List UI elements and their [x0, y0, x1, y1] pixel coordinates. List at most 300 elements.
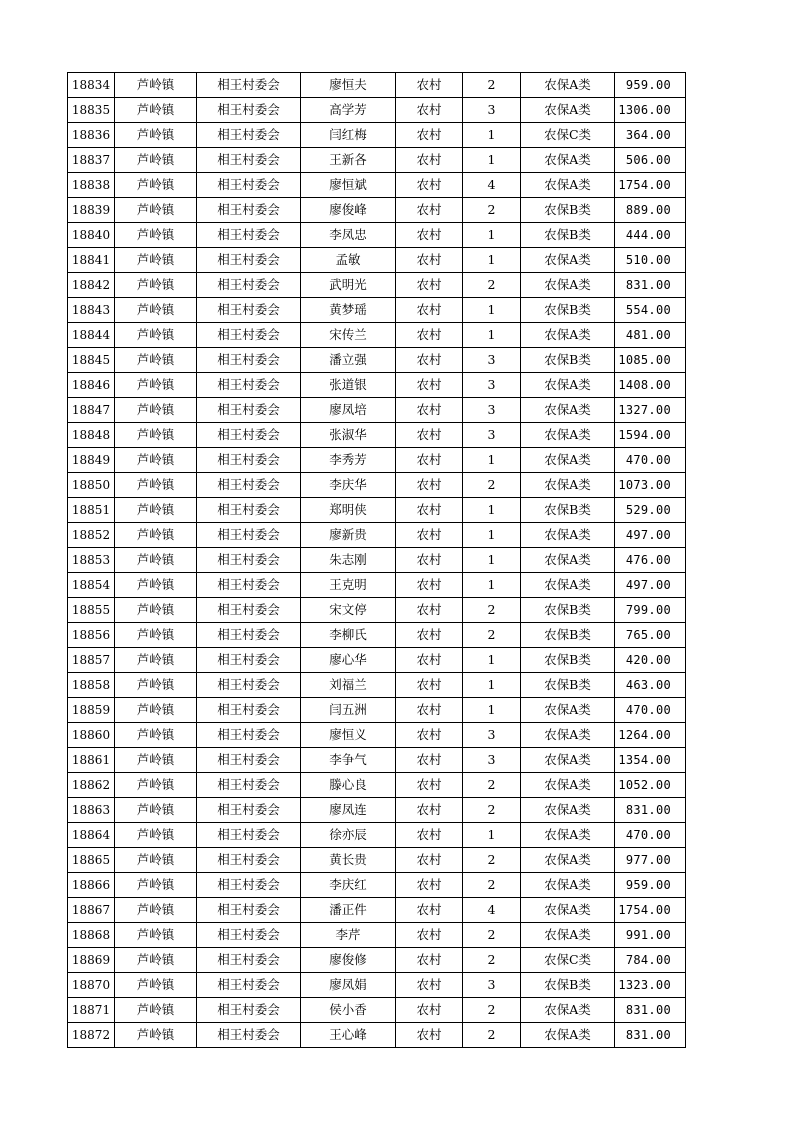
record-id-cell: 18848 — [68, 423, 115, 448]
member-count-cell: 1 — [463, 548, 521, 573]
table-row — [68, 748, 686, 773]
insurance-category-cell: 农保B类 — [521, 348, 615, 373]
insurance-category-cell: 农保A类 — [521, 173, 615, 198]
member-count-cell: 4 — [463, 173, 521, 198]
person-name-cell: 李秀芳 — [301, 448, 396, 473]
amount-cell: 977.00 — [615, 848, 686, 873]
person-name-cell: 潘立强 — [301, 348, 396, 373]
household-type-cell: 农村 — [396, 398, 463, 423]
village-committee-cell: 相王村委会 — [197, 473, 301, 498]
person-name-cell: 闫五洲 — [301, 698, 396, 723]
amount-cell: 444.00 — [615, 223, 686, 248]
table-row — [68, 523, 686, 548]
person-name-cell: 王新各 — [301, 148, 396, 173]
amount-cell: 1754.00 — [615, 898, 686, 923]
record-id-cell: 18864 — [68, 823, 115, 848]
person-name-cell: 李庆华 — [301, 473, 396, 498]
member-count-cell: 2 — [463, 598, 521, 623]
amount-cell: 476.00 — [615, 548, 686, 573]
insurance-category-cell: 农保A类 — [521, 723, 615, 748]
town-cell: 芦岭镇 — [115, 748, 197, 773]
insurance-category-cell: 农保B类 — [521, 598, 615, 623]
insurance-category-cell: 农保A类 — [521, 523, 615, 548]
household-type-cell: 农村 — [396, 873, 463, 898]
amount-cell: 831.00 — [615, 998, 686, 1023]
record-id-cell: 18851 — [68, 498, 115, 523]
member-count-cell: 2 — [463, 473, 521, 498]
village-committee-cell: 相王村委会 — [197, 173, 301, 198]
village-committee-cell: 相王村委会 — [197, 198, 301, 223]
record-id-cell: 18862 — [68, 773, 115, 798]
household-type-cell: 农村 — [396, 648, 463, 673]
table-row — [68, 423, 686, 448]
person-name-cell: 廖心华 — [301, 648, 396, 673]
record-id-cell: 18839 — [68, 198, 115, 223]
records-table — [67, 72, 686, 1048]
insurance-category-cell: 农保B类 — [521, 298, 615, 323]
amount-cell: 784.00 — [615, 948, 686, 973]
person-name-cell: 黄梦瑶 — [301, 298, 396, 323]
household-type-cell: 农村 — [396, 273, 463, 298]
record-id-cell: 18847 — [68, 398, 115, 423]
household-type-cell: 农村 — [396, 973, 463, 998]
village-committee-cell: 相王村委会 — [197, 773, 301, 798]
town-cell: 芦岭镇 — [115, 148, 197, 173]
member-count-cell: 2 — [463, 773, 521, 798]
household-type-cell: 农村 — [396, 298, 463, 323]
member-count-cell: 1 — [463, 148, 521, 173]
table-row — [68, 298, 686, 323]
record-id-cell: 18837 — [68, 148, 115, 173]
village-committee-cell: 相王村委会 — [197, 973, 301, 998]
member-count-cell: 2 — [463, 948, 521, 973]
amount-cell: 991.00 — [615, 923, 686, 948]
member-count-cell: 1 — [463, 498, 521, 523]
household-type-cell: 农村 — [396, 423, 463, 448]
insurance-category-cell: 农保A类 — [521, 548, 615, 573]
member-count-cell: 4 — [463, 898, 521, 923]
table-row — [68, 348, 686, 373]
town-cell: 芦岭镇 — [115, 423, 197, 448]
person-name-cell: 刘福兰 — [301, 673, 396, 698]
household-type-cell: 农村 — [396, 98, 463, 123]
insurance-category-cell: 农保B类 — [521, 973, 615, 998]
insurance-category-cell: 农保A类 — [521, 373, 615, 398]
insurance-category-cell: 农保A类 — [521, 148, 615, 173]
amount-cell: 510.00 — [615, 248, 686, 273]
household-type-cell: 农村 — [396, 923, 463, 948]
town-cell: 芦岭镇 — [115, 173, 197, 198]
village-committee-cell: 相王村委会 — [197, 273, 301, 298]
member-count-cell: 1 — [463, 123, 521, 148]
insurance-category-cell: 农保A类 — [521, 898, 615, 923]
town-cell: 芦岭镇 — [115, 523, 197, 548]
person-name-cell: 孟敏 — [301, 248, 396, 273]
person-name-cell: 黄长贵 — [301, 848, 396, 873]
amount-cell: 831.00 — [615, 1023, 686, 1048]
member-count-cell: 1 — [463, 323, 521, 348]
insurance-category-cell: 农保A类 — [521, 323, 615, 348]
table-row — [68, 823, 686, 848]
insurance-category-cell: 农保A类 — [521, 1023, 615, 1048]
village-committee-cell: 相王村委会 — [197, 748, 301, 773]
village-committee-cell: 相王村委会 — [197, 623, 301, 648]
table-row — [68, 473, 686, 498]
insurance-category-cell: 农保C类 — [521, 123, 615, 148]
member-count-cell: 2 — [463, 1023, 521, 1048]
record-id-cell: 18871 — [68, 998, 115, 1023]
amount-cell: 529.00 — [615, 498, 686, 523]
person-name-cell: 朱志刚 — [301, 548, 396, 573]
insurance-category-cell: 农保A类 — [521, 798, 615, 823]
person-name-cell: 侯小香 — [301, 998, 396, 1023]
table-row — [68, 648, 686, 673]
town-cell: 芦岭镇 — [115, 773, 197, 798]
amount-cell: 1408.00 — [615, 373, 686, 398]
insurance-category-cell: 农保A类 — [521, 573, 615, 598]
record-id-cell: 18870 — [68, 973, 115, 998]
insurance-category-cell: 农保A类 — [521, 873, 615, 898]
town-cell: 芦岭镇 — [115, 348, 197, 373]
amount-cell: 1306.00 — [615, 98, 686, 123]
table-row — [68, 448, 686, 473]
amount-cell: 799.00 — [615, 598, 686, 623]
town-cell: 芦岭镇 — [115, 398, 197, 423]
town-cell: 芦岭镇 — [115, 298, 197, 323]
household-type-cell: 农村 — [396, 498, 463, 523]
town-cell: 芦岭镇 — [115, 873, 197, 898]
town-cell: 芦岭镇 — [115, 948, 197, 973]
amount-cell: 831.00 — [615, 273, 686, 298]
person-name-cell: 李庆红 — [301, 873, 396, 898]
member-count-cell: 2 — [463, 873, 521, 898]
town-cell: 芦岭镇 — [115, 248, 197, 273]
insurance-category-cell: 农保B类 — [521, 673, 615, 698]
household-type-cell: 农村 — [396, 548, 463, 573]
village-committee-cell: 相王村委会 — [197, 1023, 301, 1048]
person-name-cell: 高学芳 — [301, 98, 396, 123]
record-id-cell: 18860 — [68, 723, 115, 748]
person-name-cell: 宋传兰 — [301, 323, 396, 348]
record-id-cell: 18850 — [68, 473, 115, 498]
household-type-cell: 农村 — [396, 1023, 463, 1048]
insurance-category-cell: 农保C类 — [521, 948, 615, 973]
member-count-cell: 1 — [463, 823, 521, 848]
member-count-cell: 1 — [463, 673, 521, 698]
town-cell: 芦岭镇 — [115, 823, 197, 848]
record-id-cell: 18853 — [68, 548, 115, 573]
person-name-cell: 徐亦辰 — [301, 823, 396, 848]
village-committee-cell: 相王村委会 — [197, 348, 301, 373]
household-type-cell: 农村 — [396, 673, 463, 698]
person-name-cell: 廖恒义 — [301, 723, 396, 748]
record-id-cell: 18865 — [68, 848, 115, 873]
household-type-cell: 农村 — [396, 73, 463, 98]
person-name-cell: 闫红梅 — [301, 123, 396, 148]
record-id-cell: 18845 — [68, 348, 115, 373]
household-type-cell: 农村 — [396, 823, 463, 848]
town-cell: 芦岭镇 — [115, 898, 197, 923]
household-type-cell: 农村 — [396, 473, 463, 498]
town-cell: 芦岭镇 — [115, 498, 197, 523]
household-type-cell: 农村 — [396, 573, 463, 598]
record-id-cell: 18843 — [68, 298, 115, 323]
household-type-cell: 农村 — [396, 123, 463, 148]
household-type-cell: 农村 — [396, 323, 463, 348]
table-row — [68, 598, 686, 623]
amount-cell: 554.00 — [615, 298, 686, 323]
record-id-cell: 18842 — [68, 273, 115, 298]
record-id-cell: 18855 — [68, 598, 115, 623]
person-name-cell: 廖凤连 — [301, 798, 396, 823]
amount-cell: 1085.00 — [615, 348, 686, 373]
table-row — [68, 698, 686, 723]
person-name-cell: 廖恒夫 — [301, 73, 396, 98]
record-id-cell: 18849 — [68, 448, 115, 473]
town-cell: 芦岭镇 — [115, 998, 197, 1023]
record-id-cell: 18835 — [68, 98, 115, 123]
insurance-category-cell: 农保A类 — [521, 423, 615, 448]
table-row — [68, 723, 686, 748]
household-type-cell: 农村 — [396, 998, 463, 1023]
table-row — [68, 848, 686, 873]
person-name-cell: 王克明 — [301, 573, 396, 598]
person-name-cell: 张道银 — [301, 373, 396, 398]
member-count-cell: 2 — [463, 73, 521, 98]
household-type-cell: 农村 — [396, 798, 463, 823]
amount-cell: 1323.00 — [615, 973, 686, 998]
person-name-cell: 廖俊峰 — [301, 198, 396, 223]
amount-cell: 481.00 — [615, 323, 686, 348]
household-type-cell: 农村 — [396, 898, 463, 923]
amount-cell: 470.00 — [615, 448, 686, 473]
table-row — [68, 198, 686, 223]
town-cell: 芦岭镇 — [115, 73, 197, 98]
record-id-cell: 18836 — [68, 123, 115, 148]
table-row — [68, 323, 686, 348]
village-committee-cell: 相王村委会 — [197, 723, 301, 748]
household-type-cell: 农村 — [396, 448, 463, 473]
insurance-category-cell: 农保A类 — [521, 923, 615, 948]
village-committee-cell: 相王村委会 — [197, 548, 301, 573]
table-row — [68, 923, 686, 948]
table-row — [68, 173, 686, 198]
person-name-cell: 廖恒斌 — [301, 173, 396, 198]
insurance-category-cell: 农保B类 — [521, 623, 615, 648]
person-name-cell: 王心峰 — [301, 1023, 396, 1048]
town-cell: 芦岭镇 — [115, 123, 197, 148]
record-id-cell: 18844 — [68, 323, 115, 348]
household-type-cell: 农村 — [396, 348, 463, 373]
household-type-cell: 农村 — [396, 948, 463, 973]
record-id-cell: 18854 — [68, 573, 115, 598]
village-committee-cell: 相王村委会 — [197, 148, 301, 173]
member-count-cell: 2 — [463, 198, 521, 223]
household-type-cell: 农村 — [396, 148, 463, 173]
household-type-cell: 农村 — [396, 773, 463, 798]
household-type-cell: 农村 — [396, 248, 463, 273]
amount-cell: 1052.00 — [615, 773, 686, 798]
member-count-cell: 1 — [463, 298, 521, 323]
member-count-cell: 1 — [463, 698, 521, 723]
amount-cell: 889.00 — [615, 198, 686, 223]
member-count-cell: 2 — [463, 848, 521, 873]
table-row — [68, 948, 686, 973]
village-committee-cell: 相王村委会 — [197, 673, 301, 698]
person-name-cell: 廖新贵 — [301, 523, 396, 548]
village-committee-cell: 相王村委会 — [197, 423, 301, 448]
record-id-cell: 18857 — [68, 648, 115, 673]
insurance-category-cell: 农保A类 — [521, 848, 615, 873]
village-committee-cell: 相王村委会 — [197, 848, 301, 873]
town-cell: 芦岭镇 — [115, 273, 197, 298]
village-committee-cell: 相王村委会 — [197, 598, 301, 623]
person-name-cell: 滕心良 — [301, 773, 396, 798]
town-cell: 芦岭镇 — [115, 573, 197, 598]
household-type-cell: 农村 — [396, 598, 463, 623]
records-body — [68, 73, 686, 1048]
member-count-cell: 3 — [463, 398, 521, 423]
village-committee-cell: 相王村委会 — [197, 323, 301, 348]
person-name-cell: 张淑华 — [301, 423, 396, 448]
member-count-cell: 3 — [463, 423, 521, 448]
table-row — [68, 123, 686, 148]
table-row — [68, 973, 686, 998]
village-committee-cell: 相王村委会 — [197, 948, 301, 973]
insurance-category-cell: 农保A类 — [521, 448, 615, 473]
person-name-cell: 郑明侠 — [301, 498, 396, 523]
amount-cell: 470.00 — [615, 823, 686, 848]
town-cell: 芦岭镇 — [115, 673, 197, 698]
village-committee-cell: 相王村委会 — [197, 223, 301, 248]
member-count-cell: 3 — [463, 98, 521, 123]
table-row — [68, 623, 686, 648]
person-name-cell: 宋文停 — [301, 598, 396, 623]
insurance-category-cell: 农保A类 — [521, 998, 615, 1023]
record-id-cell: 18856 — [68, 623, 115, 648]
member-count-cell: 2 — [463, 998, 521, 1023]
insurance-category-cell: 农保B类 — [521, 498, 615, 523]
town-cell: 芦岭镇 — [115, 198, 197, 223]
person-name-cell: 武明光 — [301, 273, 396, 298]
insurance-category-cell: 农保A类 — [521, 823, 615, 848]
person-name-cell: 李芹 — [301, 923, 396, 948]
village-committee-cell: 相王村委会 — [197, 123, 301, 148]
member-count-cell: 1 — [463, 248, 521, 273]
record-id-cell: 18852 — [68, 523, 115, 548]
table-row — [68, 98, 686, 123]
town-cell: 芦岭镇 — [115, 973, 197, 998]
member-count-cell: 2 — [463, 923, 521, 948]
person-name-cell: 廖凤娟 — [301, 973, 396, 998]
village-committee-cell: 相王村委会 — [197, 873, 301, 898]
table-row — [68, 673, 686, 698]
amount-cell: 1327.00 — [615, 398, 686, 423]
amount-cell: 497.00 — [615, 523, 686, 548]
insurance-category-cell: 农保A类 — [521, 773, 615, 798]
household-type-cell: 农村 — [396, 848, 463, 873]
town-cell: 芦岭镇 — [115, 323, 197, 348]
insurance-category-cell: 农保A类 — [521, 398, 615, 423]
village-committee-cell: 相王村委会 — [197, 648, 301, 673]
insurance-category-cell: 农保A类 — [521, 273, 615, 298]
village-committee-cell: 相王村委会 — [197, 998, 301, 1023]
table-row — [68, 548, 686, 573]
insurance-category-cell: 农保A类 — [521, 473, 615, 498]
household-type-cell: 农村 — [396, 748, 463, 773]
village-committee-cell: 相王村委会 — [197, 73, 301, 98]
amount-cell: 506.00 — [615, 148, 686, 173]
household-type-cell: 农村 — [396, 523, 463, 548]
insurance-category-cell: 农保B类 — [521, 223, 615, 248]
amount-cell: 831.00 — [615, 798, 686, 823]
insurance-category-cell: 农保B类 — [521, 198, 615, 223]
person-name-cell: 廖凤培 — [301, 398, 396, 423]
village-committee-cell: 相王村委会 — [197, 248, 301, 273]
town-cell: 芦岭镇 — [115, 723, 197, 748]
member-count-cell: 3 — [463, 348, 521, 373]
insurance-category-cell: 农保A类 — [521, 748, 615, 773]
town-cell: 芦岭镇 — [115, 98, 197, 123]
amount-cell: 497.00 — [615, 573, 686, 598]
person-name-cell: 李争气 — [301, 748, 396, 773]
table-row — [68, 398, 686, 423]
amount-cell: 1073.00 — [615, 473, 686, 498]
town-cell: 芦岭镇 — [115, 623, 197, 648]
town-cell: 芦岭镇 — [115, 648, 197, 673]
table-row — [68, 573, 686, 598]
table-row — [68, 248, 686, 273]
amount-cell: 1264.00 — [615, 723, 686, 748]
record-id-cell: 18869 — [68, 948, 115, 973]
amount-cell: 959.00 — [615, 73, 686, 98]
table-row — [68, 73, 686, 98]
record-id-cell: 18868 — [68, 923, 115, 948]
member-count-cell: 2 — [463, 623, 521, 648]
insurance-category-cell: 农保A类 — [521, 248, 615, 273]
member-count-cell: 1 — [463, 573, 521, 598]
town-cell: 芦岭镇 — [115, 448, 197, 473]
amount-cell: 1354.00 — [615, 748, 686, 773]
member-count-cell: 3 — [463, 373, 521, 398]
town-cell: 芦岭镇 — [115, 223, 197, 248]
record-id-cell: 18861 — [68, 748, 115, 773]
amount-cell: 1594.00 — [615, 423, 686, 448]
village-committee-cell: 相王村委会 — [197, 823, 301, 848]
person-name-cell: 廖俊修 — [301, 948, 396, 973]
table-row — [68, 773, 686, 798]
household-type-cell: 农村 — [396, 373, 463, 398]
record-id-cell: 18858 — [68, 673, 115, 698]
amount-cell: 364.00 — [615, 123, 686, 148]
village-committee-cell: 相王村委会 — [197, 698, 301, 723]
record-id-cell: 18846 — [68, 373, 115, 398]
village-committee-cell: 相王村委会 — [197, 573, 301, 598]
member-count-cell: 1 — [463, 223, 521, 248]
insurance-category-cell: 农保A类 — [521, 98, 615, 123]
record-id-cell: 18867 — [68, 898, 115, 923]
member-count-cell: 1 — [463, 523, 521, 548]
insurance-category-cell: 农保A类 — [521, 698, 615, 723]
record-id-cell: 18838 — [68, 173, 115, 198]
table-row — [68, 998, 686, 1023]
record-id-cell: 18872 — [68, 1023, 115, 1048]
town-cell: 芦岭镇 — [115, 798, 197, 823]
insurance-category-cell: 农保B类 — [521, 648, 615, 673]
village-committee-cell: 相王村委会 — [197, 923, 301, 948]
town-cell: 芦岭镇 — [115, 548, 197, 573]
household-type-cell: 农村 — [396, 198, 463, 223]
